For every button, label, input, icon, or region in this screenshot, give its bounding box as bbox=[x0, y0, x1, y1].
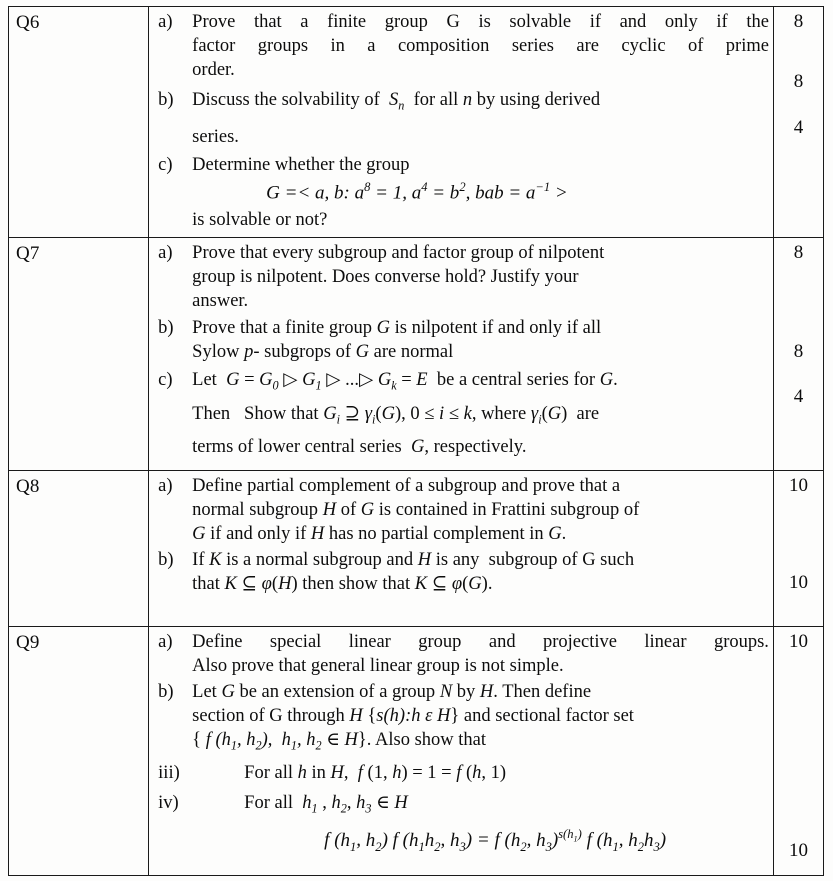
part-line: Determine whether the group bbox=[192, 154, 410, 175]
part-line: Define special linear group and projective linear groups. bbox=[192, 631, 769, 652]
part-text bbox=[192, 630, 769, 678]
question-body-cell bbox=[149, 7, 774, 238]
part-line: is solvable or not? bbox=[192, 209, 328, 230]
question-part bbox=[155, 791, 769, 855]
part-line: Let $G = G_0$ ▷ $G_1$ ▷ ...▷ $G_k = E$ be a central series for G. bbox=[192, 370, 618, 393]
table-row bbox=[9, 7, 824, 238]
part-label: a) bbox=[158, 242, 173, 263]
question-part bbox=[155, 10, 769, 82]
part-label: b) bbox=[158, 90, 174, 111]
part-text bbox=[216, 761, 769, 785]
question-number-label: Q7 bbox=[16, 242, 40, 264]
exam-questions-table bbox=[8, 6, 824, 876]
question-part bbox=[155, 368, 769, 459]
question-number-label: Q9 bbox=[16, 631, 40, 653]
part-label: a) bbox=[158, 475, 173, 496]
mark-value: 4 bbox=[793, 117, 804, 138]
question-number-label: Q6 bbox=[16, 12, 40, 33]
part-text bbox=[192, 316, 769, 364]
part-text bbox=[192, 548, 769, 596]
question-part bbox=[155, 316, 769, 364]
part-line: Then Show that $G_i$ ⊇ $\gamma_i(G)$, 0 ≤ i ≤ k, where $\gamma_i(G)$ are bbox=[192, 403, 600, 427]
part-text bbox=[192, 10, 769, 82]
mark-value: 10 bbox=[788, 839, 808, 861]
table-row bbox=[9, 237, 824, 470]
part-label: a) bbox=[158, 12, 173, 32]
part-line: For all h in H, f (1, h) = 1 = f (h, 1) bbox=[244, 762, 507, 783]
part-line: Prove that a finite group G is nilpotent if and only if all bbox=[192, 317, 602, 338]
part-text bbox=[192, 474, 769, 546]
part-text bbox=[216, 791, 769, 855]
question-part bbox=[155, 474, 769, 546]
mark-value: 10 bbox=[788, 630, 808, 652]
part-line: terms of lower central series G, respectively. bbox=[192, 437, 527, 458]
part-line: Prove that every subgroup and factor group of nilpotent bbox=[192, 242, 605, 263]
part-line: For all $h_1$ , $h_2$, $h_3$ ∈ H bbox=[244, 792, 408, 816]
marks-cell bbox=[773, 7, 823, 238]
question-number-label: Q8 bbox=[16, 475, 40, 497]
mark-value: 8 bbox=[793, 340, 804, 362]
question-part bbox=[155, 680, 769, 755]
part-label: b) bbox=[158, 317, 174, 338]
part-line: order. bbox=[192, 60, 235, 81]
part-line: normal subgroup H of G is contained in Frattini subgroup of bbox=[192, 499, 640, 520]
part-label: iii) bbox=[158, 762, 180, 783]
question-part bbox=[155, 241, 769, 313]
marks-cell bbox=[773, 237, 823, 470]
mark-value: 8 bbox=[793, 241, 804, 263]
mark-value: 8 bbox=[793, 11, 804, 32]
part-text bbox=[192, 88, 769, 149]
question-number-cell bbox=[9, 626, 149, 875]
part-line: factor groups in a composition series are cyclic of prime bbox=[192, 36, 769, 57]
part-label: b) bbox=[158, 549, 174, 570]
part-line: group is nilpotent. Does converse hold? Justify your bbox=[192, 266, 579, 287]
table-row bbox=[9, 626, 824, 875]
part-label: b) bbox=[158, 681, 174, 702]
part-label: a) bbox=[158, 631, 173, 652]
question-body-cell bbox=[149, 470, 774, 626]
part-line: section of G through H {s(h):h ε H} and sectional factor set bbox=[192, 705, 634, 726]
part-label: c) bbox=[158, 370, 173, 391]
question-number-cell bbox=[9, 237, 149, 470]
question-number-cell bbox=[9, 470, 149, 626]
part-text bbox=[192, 241, 769, 313]
question-part bbox=[155, 88, 769, 149]
part-line: Sylow p- subgrops of G are normal bbox=[192, 342, 454, 363]
part-line: Let G be an extension of a group N by H. Then define bbox=[192, 681, 592, 702]
part-text bbox=[192, 368, 769, 459]
part-line: { f ($h_1$, $h_2$), $h_1$, $h_2$ ∈ H}. Also show that bbox=[192, 730, 487, 753]
question-part bbox=[155, 153, 769, 232]
part-line: If K is a normal subgroup and H is any subgroup of G such bbox=[192, 549, 635, 570]
question-part bbox=[155, 761, 769, 785]
table-row bbox=[9, 470, 824, 626]
mark-value: 10 bbox=[788, 571, 808, 593]
question-part bbox=[155, 548, 769, 596]
part-label: iv) bbox=[158, 792, 179, 813]
part-line: Discuss the solvability of $S_n$ for all n by using derived bbox=[192, 90, 601, 113]
part-line: Also prove that general linear group is not simple. bbox=[192, 655, 564, 676]
mark-value: 10 bbox=[788, 474, 808, 496]
equation: f ($h_1$, $h_2$) f ($h_1h_2$, $h_3) = f$ ($h_2$, $h_3)^{s(h_1)}$ f ($h_1$, $h_2h_3$) bbox=[324, 827, 667, 854]
part-line: Define partial complement of a subgroup and prove that a bbox=[192, 475, 621, 496]
marks-cell bbox=[773, 626, 823, 875]
part-line: answer. bbox=[192, 290, 249, 311]
part-text bbox=[192, 680, 769, 755]
marks-cell bbox=[773, 470, 823, 626]
question-part bbox=[155, 630, 769, 678]
part-label: c) bbox=[158, 154, 173, 175]
mark-value: 4 bbox=[793, 385, 804, 407]
question-number-cell bbox=[9, 7, 149, 238]
mark-value: 8 bbox=[793, 71, 804, 92]
part-text bbox=[192, 153, 769, 232]
question-body-cell bbox=[149, 626, 774, 875]
equation: G =< a, b: $a^8 = 1$, $a^4 = b^2$, bab = $a^{-1}$ > bbox=[266, 179, 568, 204]
part-line: G if and only if H has no partial complement in G. bbox=[192, 523, 567, 544]
part-line: that K ⊆ φ(H) then show that K ⊆ φ(G). bbox=[192, 574, 493, 595]
question-body-cell bbox=[149, 237, 774, 470]
part-line: series. bbox=[192, 126, 239, 147]
part-line: Prove that a finite group G is solvable if and only if the bbox=[192, 12, 769, 32]
